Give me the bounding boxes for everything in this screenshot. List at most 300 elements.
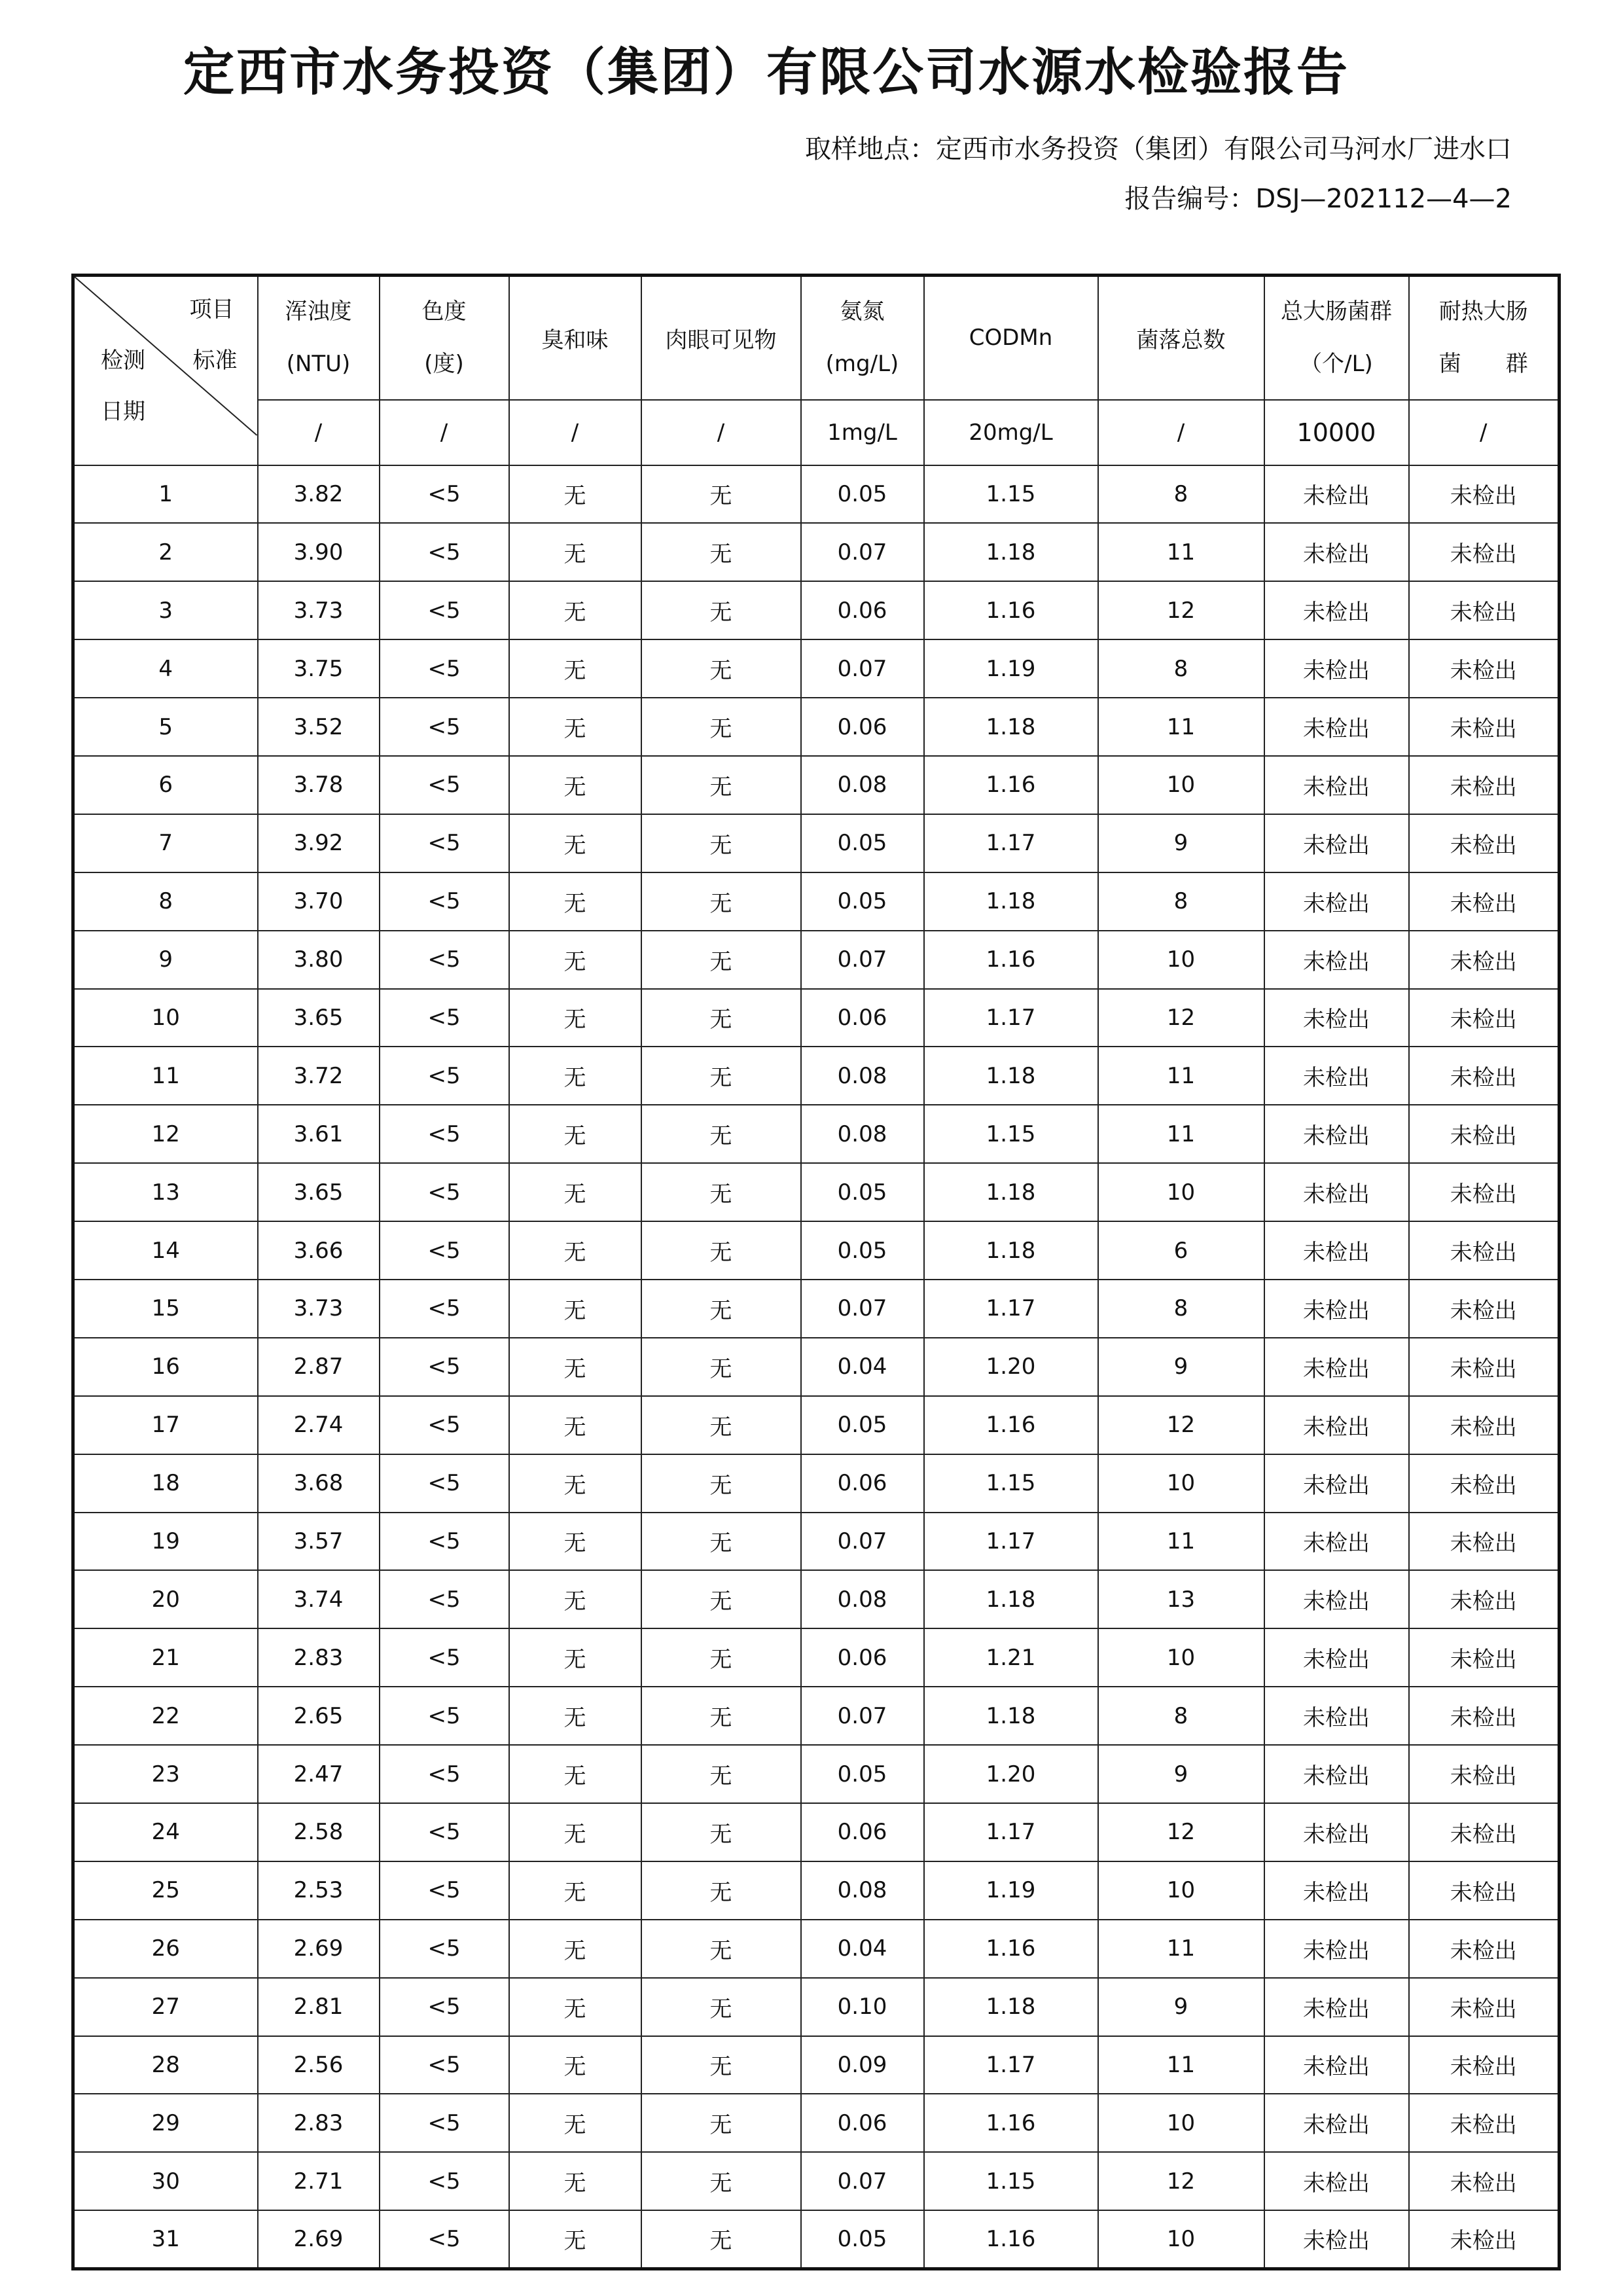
report-title: 定西市水务投资（集团）有限公司水源水检验报告 [183, 43, 1350, 102]
table-cell: 3.70 [258, 872, 380, 931]
table-row [73, 2094, 1560, 2152]
table-cell: 3.75 [258, 639, 380, 698]
table-cell: 0.08 [801, 756, 924, 814]
table-cell: 无 [509, 872, 641, 931]
table-cell: 未检出 [1409, 2036, 1560, 2094]
table-cell: 未检出 [1409, 1687, 1560, 1745]
table-cell: 无 [509, 581, 641, 639]
table-cell: <5 [380, 989, 509, 1047]
table-row [73, 523, 1560, 581]
table-cell: 2.81 [258, 1978, 380, 2036]
table-cell: 未检出 [1409, 1628, 1560, 1687]
table-row [73, 1163, 1560, 1221]
table-cell: 未检出 [1409, 2210, 1560, 2269]
table-cell: 无 [509, 1803, 641, 1861]
table-cell: 未检出 [1409, 465, 1560, 524]
table-cell: 3.92 [258, 814, 380, 872]
table-cell: 无 [509, 814, 641, 872]
header-turbidity: 浑浊度 (NTU) [258, 276, 380, 400]
table-cell: 8 [1098, 872, 1264, 931]
table-cell: 10 [1098, 1163, 1264, 1221]
date-cell: 4 [73, 639, 258, 698]
table-cell: 10 [1098, 1454, 1264, 1513]
table-cell: 无 [641, 1861, 801, 1920]
table-cell: 11 [1098, 698, 1264, 756]
table-row [73, 1280, 1560, 1338]
table-cell: 11 [1098, 2036, 1264, 2094]
table-cell: 3.61 [258, 1105, 380, 1163]
table-cell: <5 [380, 1920, 509, 1978]
table-cell: 未检出 [1264, 1047, 1409, 1105]
table-cell: 1.18 [924, 1163, 1098, 1221]
table-row [73, 814, 1560, 872]
table-cell: 未检出 [1264, 523, 1409, 581]
table-cell: 1.18 [924, 1570, 1098, 1628]
table-cell: 1.17 [924, 1803, 1098, 1861]
table-cell: 无 [641, 931, 801, 989]
table-cell: 无 [641, 1920, 801, 1978]
table-cell: <5 [380, 1628, 509, 1687]
table-cell: 2.83 [258, 1628, 380, 1687]
table-cell: 0.09 [801, 2036, 924, 2094]
table-cell: 8 [1098, 639, 1264, 698]
table-cell: 未检出 [1409, 1570, 1560, 1628]
header-codmn: CODMn [924, 276, 1098, 400]
table-cell: 11 [1098, 1105, 1264, 1163]
table-row [73, 931, 1560, 989]
table-cell: 未检出 [1264, 2036, 1409, 2094]
table-cell: 0.07 [801, 931, 924, 989]
table-cell: 未检出 [1409, 1047, 1560, 1105]
table-cell: 1.16 [924, 581, 1098, 639]
table-cell: 11 [1098, 523, 1264, 581]
table-cell: 无 [641, 1803, 801, 1861]
table-cell: 2.74 [258, 1396, 380, 1454]
table-cell: 1.18 [924, 1047, 1098, 1105]
date-cell: 22 [73, 1687, 258, 1745]
header-colony-count: 菌落总数 [1098, 276, 1264, 400]
table-cell: 无 [509, 1628, 641, 1687]
table-cell: 无 [641, 1513, 801, 1571]
table-cell: 未检出 [1264, 1978, 1409, 2036]
table-cell: 2.58 [258, 1803, 380, 1861]
table-cell: <5 [380, 1047, 509, 1105]
table-cell: 未检出 [1264, 698, 1409, 756]
table-cell: 未检出 [1264, 1803, 1409, 1861]
table-cell: 未检出 [1409, 1861, 1560, 1920]
table-cell: 0.05 [801, 814, 924, 872]
table-cell: <5 [380, 1803, 509, 1861]
table-row [73, 872, 1560, 931]
table-cell: <5 [380, 1570, 509, 1628]
table-cell: 1.16 [924, 1920, 1098, 1978]
date-cell: 3 [73, 581, 258, 639]
table-cell: 未检出 [1264, 1396, 1409, 1454]
table-cell: 0.07 [801, 523, 924, 581]
table-cell: 无 [509, 1861, 641, 1920]
table-cell: 1.17 [924, 2036, 1098, 2094]
table-row [73, 1570, 1560, 1628]
table-cell: 0.06 [801, 1454, 924, 1513]
table-cell: 无 [641, 1396, 801, 1454]
date-cell: 30 [73, 2152, 258, 2210]
table-cell: 0.05 [801, 1163, 924, 1221]
table-cell: 0.05 [801, 465, 924, 524]
table-cell: 1.16 [924, 1396, 1098, 1454]
table-row [73, 1221, 1560, 1280]
table-row [73, 1105, 1560, 1163]
table-cell: 1.16 [924, 931, 1098, 989]
table-cell: 1.20 [924, 1745, 1098, 1803]
table-row [73, 1745, 1560, 1803]
table-cell: 无 [509, 1687, 641, 1745]
table-cell: 未检出 [1409, 989, 1560, 1047]
table-cell: <5 [380, 2210, 509, 2269]
table-row [73, 1513, 1560, 1571]
date-cell: 25 [73, 1861, 258, 1920]
table-cell: 2.69 [258, 2210, 380, 2269]
table-cell: 0.06 [801, 1628, 924, 1687]
table-cell: 12 [1098, 1396, 1264, 1454]
corner-standard-label: 标准 [192, 348, 238, 374]
table-cell: <5 [380, 931, 509, 989]
table-cell: 无 [509, 1745, 641, 1803]
table-cell: 未检出 [1409, 1280, 1560, 1338]
table-cell: 10 [1098, 2210, 1264, 2269]
table-cell: 1.15 [924, 2152, 1098, 2210]
table-cell: <5 [380, 1221, 509, 1280]
table-cell: 无 [641, 1687, 801, 1745]
table-body [73, 465, 1560, 2269]
table-cell: <5 [380, 756, 509, 814]
table-row [73, 698, 1560, 756]
table-cell: 1.15 [924, 1454, 1098, 1513]
table-cell: 无 [641, 814, 801, 872]
date-cell: 27 [73, 1978, 258, 2036]
table-cell: 无 [641, 1628, 801, 1687]
table-cell: 未检出 [1409, 931, 1560, 989]
date-cell: 11 [73, 1047, 258, 1105]
table-cell: 9 [1098, 1745, 1264, 1803]
date-cell: 15 [73, 1280, 258, 1338]
table-row [73, 639, 1560, 698]
header-odor-taste: 臭和味 [509, 276, 641, 400]
table-cell: 1.18 [924, 1978, 1098, 2036]
table-cell: 未检出 [1409, 1396, 1560, 1454]
table-cell: 0.08 [801, 1047, 924, 1105]
table-cell: 无 [641, 1978, 801, 2036]
date-cell: 17 [73, 1396, 258, 1454]
date-cell: 16 [73, 1338, 258, 1396]
table-cell: 无 [641, 639, 801, 698]
table-cell: <5 [380, 1280, 509, 1338]
table-row [73, 1628, 1560, 1687]
table-cell: 无 [641, 1280, 801, 1338]
table-cell: 无 [641, 1105, 801, 1163]
standard-cell: 10000 [1264, 400, 1409, 465]
table-cell: 未检出 [1409, 1920, 1560, 1978]
date-cell: 12 [73, 1105, 258, 1163]
table-cell: 无 [509, 2152, 641, 2210]
table-row [73, 2210, 1560, 2269]
table-cell: 11 [1098, 1920, 1264, 1978]
table-cell: 3.73 [258, 1280, 380, 1338]
table-cell: 2.83 [258, 2094, 380, 2152]
report-number: 报告编号：DSJ—202112—4—2 [1124, 184, 1512, 214]
table-cell: 无 [509, 931, 641, 989]
table-cell: 2.87 [258, 1338, 380, 1396]
table-cell: 未检出 [1264, 1280, 1409, 1338]
table-cell: 12 [1098, 1803, 1264, 1861]
table-cell: <5 [380, 581, 509, 639]
table-cell: 0.05 [801, 1396, 924, 1454]
table-cell: 2.53 [258, 1861, 380, 1920]
table-cell: 无 [641, 1454, 801, 1513]
table-cell: 0.05 [801, 2210, 924, 2269]
table-row [73, 1687, 1560, 1745]
table-cell: <5 [380, 814, 509, 872]
table-cell: <5 [380, 1687, 509, 1745]
table-cell: 12 [1098, 989, 1264, 1047]
table-cell: 未检出 [1264, 1745, 1409, 1803]
table-cell: 未检出 [1409, 1745, 1560, 1803]
table-cell: 未检出 [1409, 2152, 1560, 2210]
table-cell: 未检出 [1264, 1105, 1409, 1163]
table-cell: 0.04 [801, 1338, 924, 1396]
table-cell: 0.06 [801, 581, 924, 639]
table-cell: 未检出 [1264, 639, 1409, 698]
table-row [73, 2152, 1560, 2210]
table-cell: 未检出 [1264, 1513, 1409, 1571]
table-row [73, 2036, 1560, 2094]
table-cell: 未检出 [1409, 1163, 1560, 1221]
table-cell: 未检出 [1409, 581, 1560, 639]
table-cell: <5 [380, 2152, 509, 2210]
table-row [73, 1338, 1560, 1396]
table-cell: 3.74 [258, 1570, 380, 1628]
table-cell: 无 [641, 523, 801, 581]
table-cell: 10 [1098, 1861, 1264, 1920]
header-total-coliform: 总大肠菌群 （个/L) [1264, 276, 1409, 400]
table-cell: <5 [380, 1396, 509, 1454]
table-cell: 未检出 [1409, 756, 1560, 814]
table-cell: 未检出 [1264, 1163, 1409, 1221]
date-cell: 19 [73, 1513, 258, 1571]
table-cell: 6 [1098, 1221, 1264, 1280]
table-cell: 未检出 [1264, 1920, 1409, 1978]
standard-cell: / [1098, 400, 1264, 465]
table-cell: 0.06 [801, 698, 924, 756]
table-cell: <5 [380, 639, 509, 698]
table-cell: 未检出 [1264, 1628, 1409, 1687]
table-cell: 未检出 [1264, 756, 1409, 814]
table-cell: 未检出 [1264, 465, 1409, 524]
date-cell: 13 [73, 1163, 258, 1221]
table-row [73, 756, 1560, 814]
table-cell: 3.52 [258, 698, 380, 756]
table-cell: 12 [1098, 2152, 1264, 2210]
date-cell: 26 [73, 1920, 258, 1978]
table-cell: 无 [641, 1163, 801, 1221]
table-cell: 未检出 [1264, 2210, 1409, 2269]
table-cell: 未检出 [1409, 1513, 1560, 1571]
table-cell: 1.17 [924, 989, 1098, 1047]
table-cell: 10 [1098, 1628, 1264, 1687]
standard-cell: / [380, 400, 509, 465]
table-cell: 无 [641, 698, 801, 756]
table-cell: 无 [641, 872, 801, 931]
table-cell: 1.18 [924, 698, 1098, 756]
table-cell: 无 [641, 2152, 801, 2210]
date-cell: 18 [73, 1454, 258, 1513]
table-cell: <5 [380, 1978, 509, 2036]
table-cell: 1.18 [924, 872, 1098, 931]
table-cell: 1.17 [924, 1513, 1098, 1571]
date-cell: 2 [73, 523, 258, 581]
table-cell: 无 [509, 1047, 641, 1105]
table-cell: 1.17 [924, 814, 1098, 872]
table-cell: <5 [380, 523, 509, 581]
date-cell: 29 [73, 2094, 258, 2152]
table-cell: 1.18 [924, 523, 1098, 581]
table-cell: 无 [641, 1570, 801, 1628]
table-cell: 3.68 [258, 1454, 380, 1513]
table-row [73, 1861, 1560, 1920]
table-cell: 1.15 [924, 1105, 1098, 1163]
table-cell: 10 [1098, 2094, 1264, 2152]
table-cell: <5 [380, 465, 509, 524]
table-cell: 3.90 [258, 523, 380, 581]
table-cell: 3.65 [258, 989, 380, 1047]
table-cell: 未检出 [1409, 2094, 1560, 2152]
date-cell: 8 [73, 872, 258, 931]
table-cell: 2.56 [258, 2036, 380, 2094]
water-quality-table [71, 274, 1561, 2270]
table-cell: 未检出 [1409, 872, 1560, 931]
table-cell: 未检出 [1264, 814, 1409, 872]
table-cell: 无 [509, 698, 641, 756]
table-cell: 无 [509, 2094, 641, 2152]
table-cell: 无 [509, 1396, 641, 1454]
table-cell: <5 [380, 1163, 509, 1221]
date-cell: 14 [73, 1221, 258, 1280]
standard-cell: / [641, 400, 801, 465]
table-cell: 0.08 [801, 1105, 924, 1163]
table-cell: 0.07 [801, 1280, 924, 1338]
table-cell: 0.08 [801, 1861, 924, 1920]
date-cell: 1 [73, 465, 258, 524]
corner-date-label: 日期 [101, 399, 145, 425]
table-cell: 未检出 [1409, 814, 1560, 872]
table-cell: 2.69 [258, 1920, 380, 1978]
table-cell: 8 [1098, 465, 1264, 524]
table-cell: 10 [1098, 756, 1264, 814]
table-cell: 12 [1098, 581, 1264, 639]
table-cell: 3.57 [258, 1513, 380, 1571]
table-cell: 3.65 [258, 1163, 380, 1221]
table-row [73, 465, 1560, 524]
date-cell: 9 [73, 931, 258, 989]
table-cell: 0.06 [801, 2094, 924, 2152]
table-cell: 未检出 [1409, 698, 1560, 756]
table-cell: 0.05 [801, 1221, 924, 1280]
table-cell: 未检出 [1409, 1454, 1560, 1513]
date-cell: 21 [73, 1628, 258, 1687]
date-cell: 5 [73, 698, 258, 756]
table-cell: 2.47 [258, 1745, 380, 1803]
date-cell: 28 [73, 2036, 258, 2094]
table-cell: 无 [641, 1047, 801, 1105]
sampling-location: 取样地点：定西市水务投资（集团）有限公司马河水厂进水口 [805, 134, 1512, 164]
table-cell: 未检出 [1409, 523, 1560, 581]
table-cell: 13 [1098, 1570, 1264, 1628]
table-cell: 未检出 [1264, 1454, 1409, 1513]
table-cell: <5 [380, 1513, 509, 1571]
date-cell: 10 [73, 989, 258, 1047]
table-cell: 未检出 [1264, 2094, 1409, 2152]
header-thermotolerant-coliform: 耐热大肠 菌 群 [1409, 276, 1560, 400]
table-cell: 3.82 [258, 465, 380, 524]
table-cell: 无 [641, 1338, 801, 1396]
table-cell: 无 [509, 1920, 641, 1978]
table-cell: <5 [380, 2036, 509, 2094]
date-cell: 24 [73, 1803, 258, 1861]
standard-cell: / [1409, 400, 1560, 465]
table-cell: 无 [641, 1221, 801, 1280]
table-cell: 未检出 [1264, 1570, 1409, 1628]
table-cell: <5 [380, 872, 509, 931]
table-cell: 未检出 [1264, 1221, 1409, 1280]
table-cell: 无 [641, 2094, 801, 2152]
table-cell: 11 [1098, 1513, 1264, 1571]
table-cell: 0.07 [801, 639, 924, 698]
table-cell: 无 [509, 523, 641, 581]
table-cell: 未检出 [1264, 1687, 1409, 1745]
table-cell: 未检出 [1409, 1803, 1560, 1861]
table-cell: 0.07 [801, 1687, 924, 1745]
table-row [73, 1396, 1560, 1454]
table-row [73, 1920, 1560, 1978]
table-cell: 11 [1098, 1047, 1264, 1105]
table-cell: 10 [1098, 931, 1264, 989]
table-cell: 1.18 [924, 1687, 1098, 1745]
table-cell: 无 [509, 639, 641, 698]
table-cell: 无 [641, 465, 801, 524]
table-cell: 2.65 [258, 1687, 380, 1745]
table-cell: 0.07 [801, 1513, 924, 1571]
standard-cell: 20mg/L [924, 400, 1098, 465]
table-row [73, 1047, 1560, 1105]
table-cell: 0.10 [801, 1978, 924, 2036]
table-cell: <5 [380, 1338, 509, 1396]
table-cell: 无 [509, 1221, 641, 1280]
corner-item-label: 项目 [189, 296, 234, 323]
table-cell: 3.66 [258, 1221, 380, 1280]
table-cell: 未检出 [1264, 989, 1409, 1047]
table-cell: <5 [380, 1861, 509, 1920]
table-cell: 0.05 [801, 1745, 924, 1803]
header-ammonia-nitrogen: 氨氮 (mg/L) [801, 276, 924, 400]
table-cell: 无 [509, 1163, 641, 1221]
corner-test-label: 检测 [101, 348, 145, 374]
date-cell: 7 [73, 814, 258, 872]
table-cell: 无 [509, 756, 641, 814]
table-cell: 8 [1098, 1280, 1264, 1338]
table-cell: 无 [509, 1513, 641, 1571]
table-cell: 未检出 [1264, 2152, 1409, 2210]
table-cell: 无 [641, 581, 801, 639]
date-cell: 6 [73, 756, 258, 814]
